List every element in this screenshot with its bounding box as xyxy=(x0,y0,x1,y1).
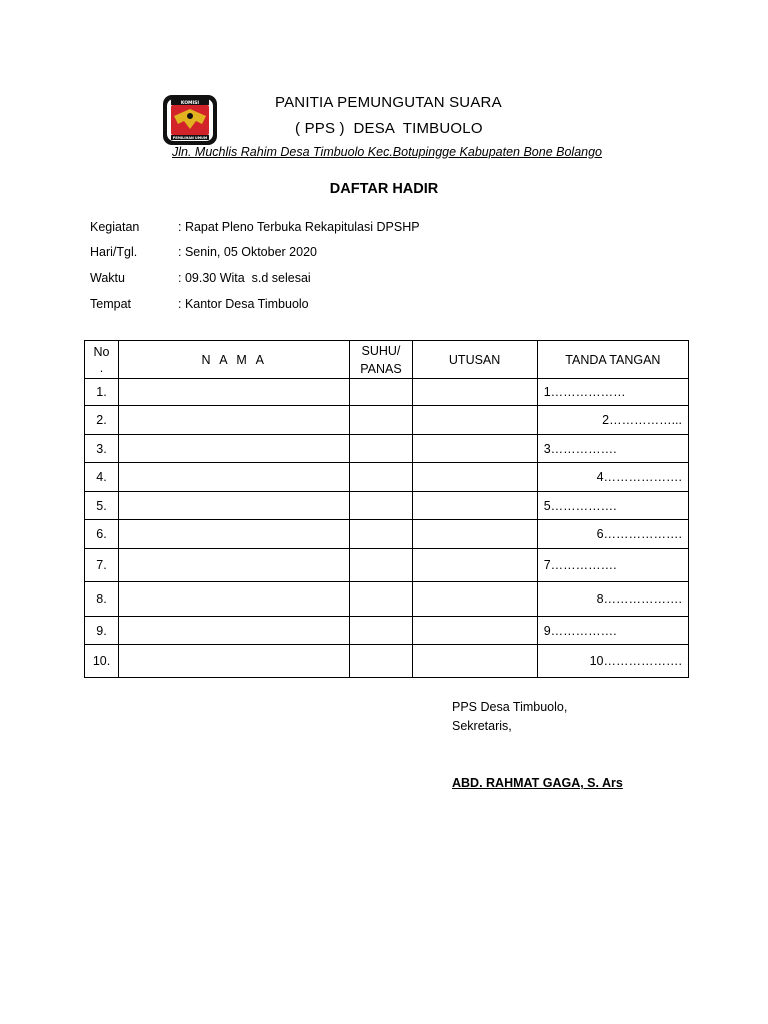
col-header-no-line2: . xyxy=(99,360,104,375)
cell-nama[interactable] xyxy=(119,435,350,463)
info-key: Tempat xyxy=(90,297,131,311)
cell-nama[interactable] xyxy=(119,520,350,549)
cell-nama[interactable] xyxy=(119,406,350,435)
table-row xyxy=(85,617,689,645)
organization-subname: ( PPS ) DESA TIMBUOLO xyxy=(295,120,483,137)
cell-utusan[interactable] xyxy=(412,406,537,435)
cell-tanda-tangan[interactable]: 2……………... xyxy=(537,406,688,435)
cell-tanda-tangan[interactable]: 4………………. xyxy=(537,463,688,492)
col-header-tanda-tangan: TANDA TANGAN xyxy=(537,341,688,379)
info-value: : Senin, 05 Oktober 2020 xyxy=(178,245,317,259)
col-header-no-line1: No xyxy=(93,344,110,359)
info-key: Kegiatan xyxy=(90,220,140,234)
cell-nama[interactable] xyxy=(119,379,350,406)
cell-suhu[interactable] xyxy=(350,645,412,678)
table-row xyxy=(85,645,689,678)
table-row xyxy=(85,406,689,435)
table-row xyxy=(85,379,689,406)
table-row xyxy=(85,520,689,549)
logo-text-top: KOMISI xyxy=(180,101,200,106)
signature-place: PPS Desa Timbuolo, xyxy=(452,700,568,714)
cell-suhu[interactable] xyxy=(350,549,412,582)
attendance-table xyxy=(84,340,689,678)
info-value: : 09.30 Wita s.d selesai xyxy=(178,271,311,285)
table-row xyxy=(85,463,689,492)
cell-tanda-tangan[interactable]: 6………………. xyxy=(537,520,688,549)
info-value: : Rapat Pleno Terbuka Rekapitulasi DPSHP xyxy=(178,220,420,234)
cell-tanda-tangan[interactable]: 8………………. xyxy=(537,582,688,617)
cell-no: 4. xyxy=(85,463,119,492)
cell-no: 2. xyxy=(85,406,119,435)
cell-utusan[interactable] xyxy=(412,379,537,406)
cell-suhu[interactable] xyxy=(350,520,412,549)
cell-suhu[interactable] xyxy=(350,379,412,406)
cell-nama[interactable] xyxy=(119,549,350,582)
table-row xyxy=(85,582,689,617)
signature-role: Sekretaris, xyxy=(452,719,512,733)
organization-address: Jln. Muchlis Rahim Desa Timbuolo Kec.Botupingge Kabupaten Bone Bolango xyxy=(172,145,603,159)
col-header-suhu xyxy=(350,341,412,379)
cell-suhu[interactable] xyxy=(350,617,412,645)
cell-nama[interactable] xyxy=(119,645,350,678)
cell-nama[interactable] xyxy=(119,617,350,645)
cell-utusan[interactable] xyxy=(412,617,537,645)
col-header-utusan: UTUSAN xyxy=(412,341,537,379)
logo-text-bottom: PEMILIHAN UMUM xyxy=(172,136,208,140)
table-row xyxy=(85,435,689,463)
col-header-suhu-line2: PANAS xyxy=(360,361,402,376)
cell-tanda-tangan[interactable]: 1……………… xyxy=(537,379,688,406)
cell-no: 8. xyxy=(85,582,119,617)
cell-tanda-tangan[interactable]: 3……………. xyxy=(537,435,688,463)
kpu-logo-icon xyxy=(162,94,218,146)
cell-suhu[interactable] xyxy=(350,463,412,492)
cell-no: 10. xyxy=(85,645,119,678)
cell-suhu[interactable] xyxy=(350,406,412,435)
cell-nama[interactable] xyxy=(119,582,350,617)
cell-suhu[interactable] xyxy=(350,492,412,520)
cell-suhu[interactable] xyxy=(350,582,412,617)
cell-no: 1. xyxy=(85,379,119,406)
cell-nama[interactable] xyxy=(119,492,350,520)
signature-name: ABD. RAHMAT GAGA, S. Ars xyxy=(452,776,623,790)
info-key: Waktu xyxy=(90,271,125,285)
cell-tanda-tangan[interactable]: 5……………. xyxy=(537,492,688,520)
cell-utusan[interactable] xyxy=(412,492,537,520)
document-title: DAFTAR HADIR xyxy=(329,181,439,197)
cell-utusan[interactable] xyxy=(412,582,537,617)
cell-tanda-tangan[interactable]: 9……………. xyxy=(537,617,688,645)
cell-no: 6. xyxy=(85,520,119,549)
cell-utusan[interactable] xyxy=(412,463,537,492)
cell-no: 5. xyxy=(85,492,119,520)
cell-no: 9. xyxy=(85,617,119,645)
col-header-no xyxy=(85,341,119,379)
cell-suhu[interactable] xyxy=(350,435,412,463)
cell-tanda-tangan[interactable]: 10………………. xyxy=(537,645,688,678)
cell-tanda-tangan[interactable]: 7……………. xyxy=(537,549,688,582)
organization-name: PANITIA PEMUNGUTAN SUARA xyxy=(275,94,502,111)
cell-no: 7. xyxy=(85,549,119,582)
col-header-suhu-line1: SUHU/ xyxy=(361,343,401,358)
col-header-nama: N A M A xyxy=(119,341,350,379)
cell-no: 3. xyxy=(85,435,119,463)
table-row xyxy=(85,549,689,582)
cell-utusan[interactable] xyxy=(412,520,537,549)
cell-utusan[interactable] xyxy=(412,645,537,678)
cell-utusan[interactable] xyxy=(412,549,537,582)
info-value: : Kantor Desa Timbuolo xyxy=(178,297,309,311)
cell-utusan[interactable] xyxy=(412,435,537,463)
cell-nama[interactable] xyxy=(119,463,350,492)
table-header-row xyxy=(85,341,689,379)
info-key: Hari/Tgl. xyxy=(90,245,138,259)
table-row xyxy=(85,492,689,520)
